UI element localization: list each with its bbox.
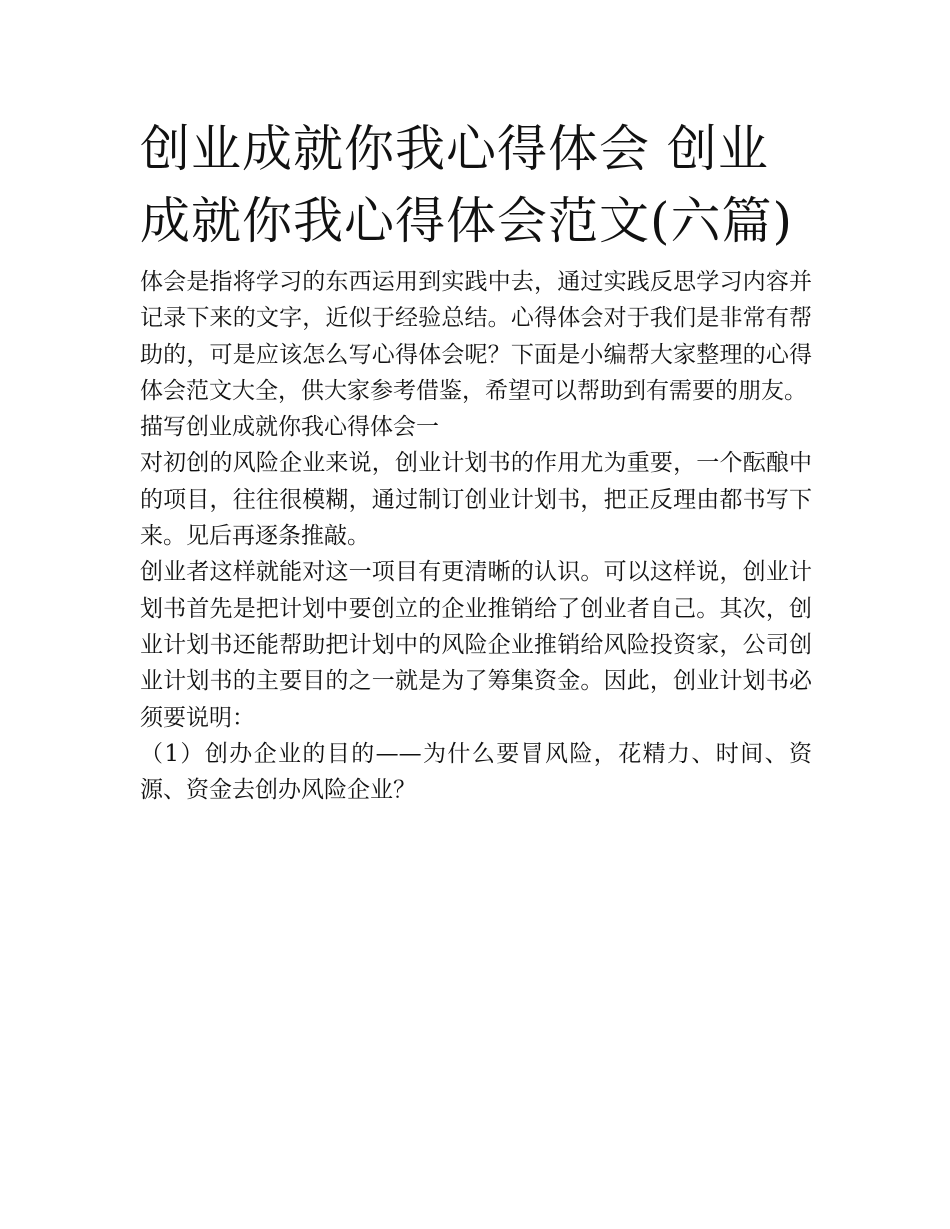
body-paragraph: 对初创的风险企业来说，创业计划书的作用尤为重要，一个酝酿中的项目，往往很模糊，通过制订创业计划书，把正反理由都书写下来。见后再逐条推敲。: [140, 450, 812, 550]
document-title: 创业成就你我心得体会 创业成就你我心得体会范文(六篇): [140, 120, 794, 250]
intro-paragraph: 体会是指将学习的东西运用到实践中去，通过实践反思学习内容并记录下来的文字，近似于经验总结。心得体会对于我们是非常有帮助的，可是应该怎么写心得体会呢？下面是小编帮大家整理的心得体会范文大全，供大家参考借鉴，希望可以帮助到有需要的朋友。: [140, 269, 812, 404]
section-heading: 描写创业成就你我心得体会一: [140, 414, 439, 441]
body-paragraph: 创业者这样就能对这一项目有更清晰的认识。可以这样说，创业计划书首先是把计划中要创立的企业推销给了创业者自己。其次，创业计划书还能帮助把计划中的风险企业推销给风险投资家，公司创业计划书的主要目的之一就是为了筹集资金。因此，创业计划书必须要说明：: [140, 559, 812, 731]
document-page: [140, 113, 812, 808]
list-item: （1）创办企业的目的——为什么要冒风险，花精力、时间、资源、资金去创办风险企业？: [140, 740, 812, 804]
